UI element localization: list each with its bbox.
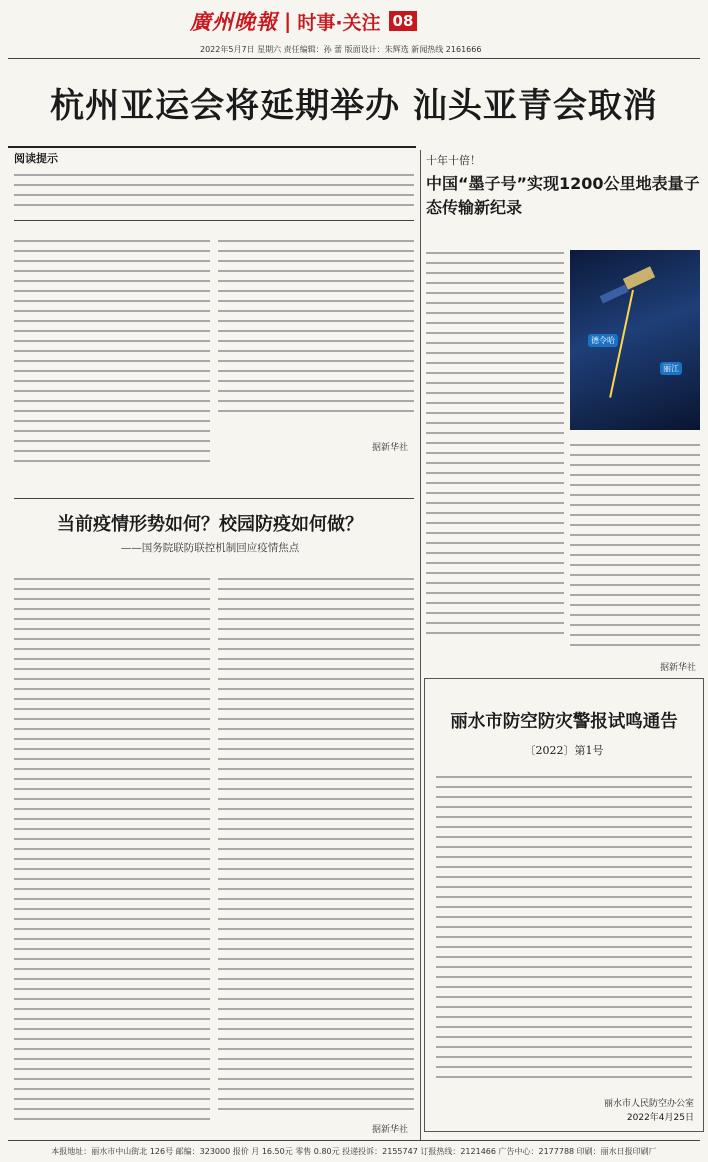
article2-headline: 当前疫情形势如何？校园防疫如何做？ — [57, 514, 363, 535]
masthead-separator: | — [284, 9, 292, 33]
article2-col1 — [14, 570, 210, 1126]
main-headline: 杭州亚运会将延期举办 汕头亚青会取消 — [50, 86, 658, 126]
section-name: 时事·关注 — [297, 11, 381, 34]
article1-col2 — [218, 232, 414, 418]
notice-issuer: 丽水市人民防空办公室 — [603, 1099, 694, 1109]
footer: 本报地址：丽水市中山街北 126号 邮编：323000 报价 月 16.50元 零售 0.80元 投递投诉：2155747 订报热线：2121466 广告中心：2177788 印刷：丽水日报印刷厂 — [51, 1147, 657, 1156]
dateline: 2022年5月7日 星期六 责任编辑：孙 蕾 版面设计：朱辉选 新闻热线 2161666 — [200, 45, 482, 54]
column-divider — [420, 150, 421, 1140]
page-number: 08 — [389, 11, 418, 31]
article1-col1 — [14, 232, 210, 470]
newspaper-logo: 廣州晚報 — [190, 9, 278, 34]
notice-number: 〔2022〕第1号 — [524, 744, 604, 757]
article2-subhead: ——国务院联防联控机制回应疫情焦点 — [120, 542, 300, 554]
photo-tag-lijiang: 丽江 — [660, 362, 682, 375]
satellite-illustration — [570, 250, 700, 430]
article2-col2 — [218, 570, 414, 1118]
quantum-col1 — [426, 244, 564, 634]
quantum-kicker: 十年十倍！ — [426, 154, 481, 167]
article1-rule — [14, 498, 414, 499]
article2-signature: 据新华社 — [372, 1125, 409, 1135]
quantum-headline: 中国“墨子号”实现1200公里地表量子态传输新纪录 — [426, 174, 700, 217]
quantum-col2 — [570, 436, 700, 654]
satellite-icon — [623, 266, 655, 290]
headline-rule — [8, 146, 416, 148]
notice-body — [436, 768, 692, 1084]
notice-title: 丽水市防空防灾警报试鸣通告 — [450, 712, 678, 732]
digest-text-block — [14, 166, 414, 212]
photo-tag-delingha: 德令哈 — [588, 334, 618, 347]
digest-rule — [14, 220, 414, 221]
header-rule — [8, 58, 700, 59]
footer-rule — [8, 1140, 700, 1141]
notice-date: 2022年4月25日 — [626, 1113, 694, 1123]
quantum-signature: 据新华社 — [660, 663, 697, 673]
masthead — [190, 6, 450, 36]
solar-panel-icon — [600, 284, 629, 303]
digest-label: 阅读提示 — [14, 152, 58, 165]
article1-signature: 据新华社 — [372, 443, 409, 453]
